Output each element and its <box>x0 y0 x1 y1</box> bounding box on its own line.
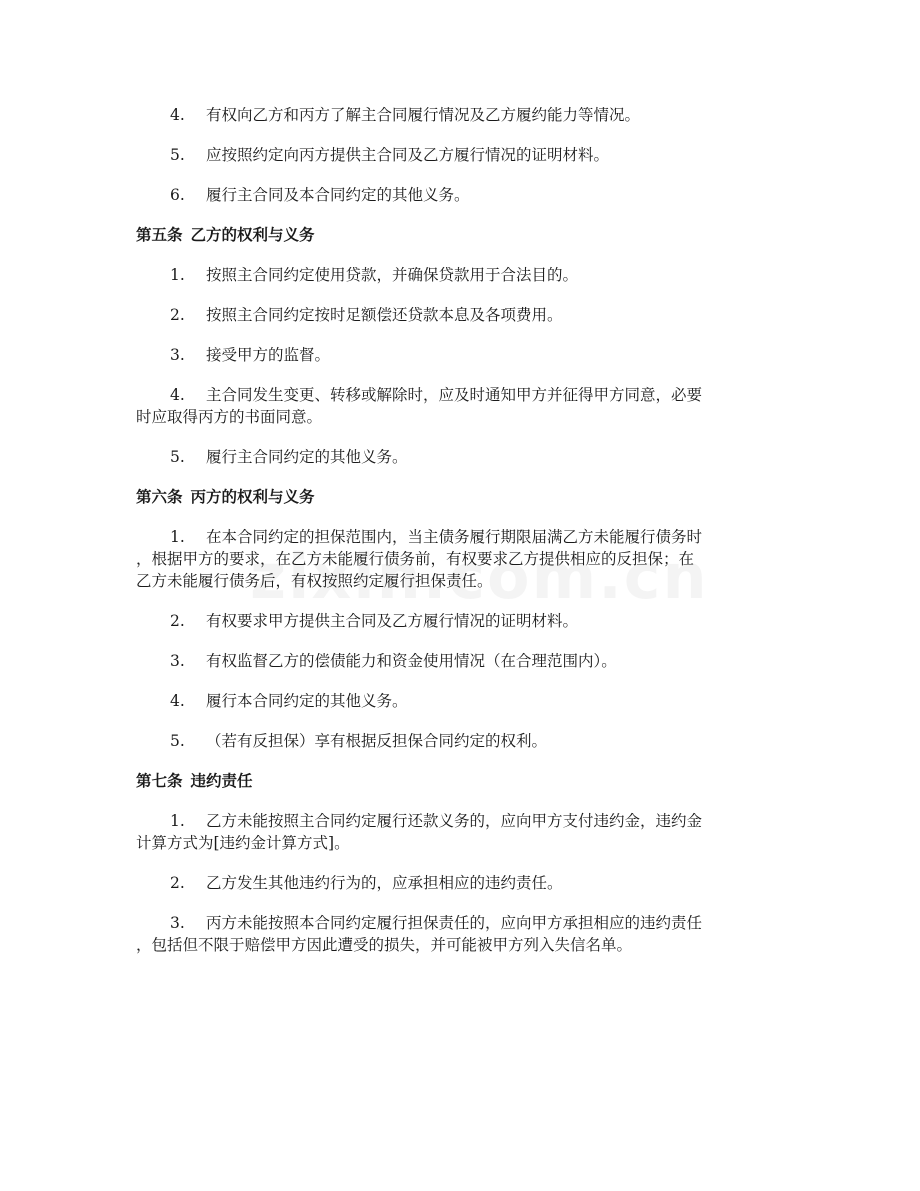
clause-text: 主合同发生变更、转移或解除时，应及时通知甲方并征得甲方同意，必要 <box>206 386 703 404</box>
clause-text: 有权要求甲方提供主合同及乙方履行情况的证明材料。 <box>206 612 579 630</box>
clause-item <box>136 650 786 672</box>
clause-number: 4. <box>170 386 185 404</box>
section-label: 第七条 <box>136 772 183 790</box>
clause-number: 4. <box>170 106 185 124</box>
clause-item <box>136 690 786 712</box>
clause-number: 4. <box>170 692 185 710</box>
section-heading <box>136 224 786 246</box>
clause-item <box>136 446 786 468</box>
clause-item <box>136 144 786 166</box>
section-label: 第六条 <box>136 488 183 506</box>
clause-text-continued: 乙方未能履行债务后，有权按照约定履行担保责任。 <box>136 572 493 590</box>
section-heading <box>136 770 786 792</box>
clause-text-continued: 计算方式为[违约金计算方式]。 <box>136 834 350 852</box>
clause-item <box>136 264 786 286</box>
clause-item <box>136 526 786 592</box>
clause-number: 2. <box>170 874 185 892</box>
clause-item <box>136 104 786 126</box>
clause-text: 按照主合同约定按时足额偿还贷款本息及各项费用。 <box>206 306 563 324</box>
clause-item <box>136 730 786 752</box>
section-title: 乙方的权利与义务 <box>190 226 315 244</box>
section-4-items <box>136 104 786 206</box>
clause-number: 3. <box>170 652 185 670</box>
clause-text: 丙方未能按照本合同约定履行担保责任的，应向甲方承担相应的违约责任 <box>206 914 703 932</box>
clause-text: 履行本合同约定的其他义务。 <box>206 692 408 710</box>
clause-number: 3. <box>170 914 185 932</box>
section-7-items <box>136 810 786 956</box>
section-6-items <box>136 526 786 752</box>
clause-item <box>136 344 786 366</box>
section-heading <box>136 486 786 508</box>
clause-item <box>136 610 786 632</box>
clause-number: 5. <box>170 732 185 750</box>
clause-text-continued: 时应取得丙方的书面同意。 <box>136 408 323 426</box>
clause-item <box>136 912 786 956</box>
clause-text: 应按照约定向丙方提供主合同及乙方履行情况的证明材料。 <box>206 146 610 164</box>
clause-text: 有权向乙方和丙方了解主合同履行情况及乙方履约能力等情况。 <box>206 106 641 124</box>
clause-number: 1. <box>170 812 185 830</box>
clause-number: 3. <box>170 346 185 364</box>
clause-number: 5. <box>170 146 185 164</box>
clause-text: 在本合同约定的担保范围内，当主债务履行期限届满乙方未能履行债务时 <box>206 528 703 546</box>
clause-text: （若有反担保）享有根据反担保合同约定的权利。 <box>206 732 548 750</box>
clause-number: 1. <box>170 266 185 284</box>
clause-text: 履行主合同及本合同约定的其他义务。 <box>206 186 470 204</box>
clause-item <box>136 304 786 326</box>
clause-number: 2. <box>170 612 185 630</box>
section-label: 第五条 <box>136 226 183 244</box>
clause-text-continued: ，包括但不限于赔偿甲方因此遭受的损失，并可能被甲方列入失信名单。 <box>136 936 633 954</box>
clause-item <box>136 184 786 206</box>
section-title: 丙方的权利与义务 <box>190 488 315 506</box>
section-5-items <box>136 264 786 468</box>
clause-number: 5. <box>170 448 185 466</box>
clause-item <box>136 384 786 428</box>
clause-text: 接受甲方的监督。 <box>206 346 331 364</box>
clause-text: 按照主合同约定使用贷款，并确保贷款用于合法目的。 <box>206 266 579 284</box>
clause-number: 2. <box>170 306 185 324</box>
contract-body <box>136 104 786 956</box>
clause-text-continued: ，根据甲方的要求，在乙方未能履行债务前，有权要求乙方提供相应的反担保；在 <box>136 550 695 568</box>
clause-item <box>136 872 786 894</box>
section-title: 违约责任 <box>190 772 253 790</box>
clause-number: 1. <box>170 528 185 546</box>
clause-text: 有权监督乙方的偿债能力和资金使用情况（在合理范围内）。 <box>206 652 617 670</box>
clause-text: 履行主合同约定的其他义务。 <box>206 448 408 466</box>
clause-text: 乙方发生其他违约行为的，应承担相应的违约责任。 <box>206 874 563 892</box>
clause-item <box>136 810 786 854</box>
clause-text: 乙方未能按照主合同约定履行还款义务的，应向甲方支付违约金，违约金 <box>206 812 703 830</box>
clause-number: 6. <box>170 186 185 204</box>
